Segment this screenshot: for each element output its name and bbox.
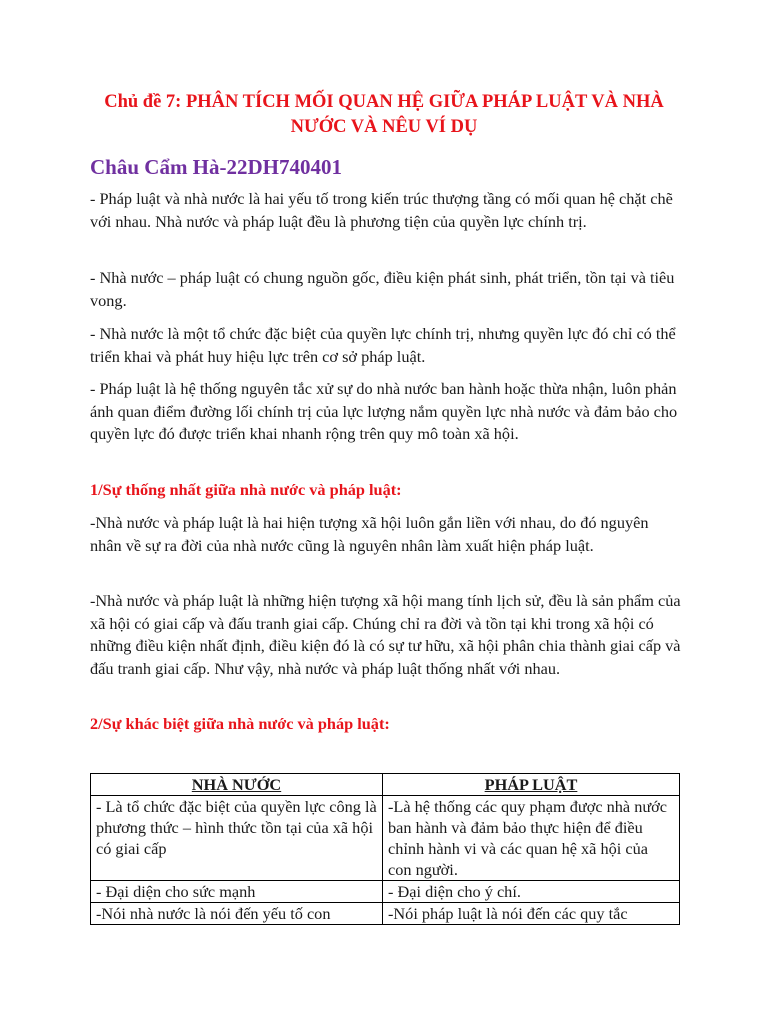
- comparison-table: [90, 773, 680, 925]
- document-title: Chủ đề 7: PHÂN TÍCH MỐI QUAN HỆ GIỮA PHÁP LUẬT VÀ NHÀ NƯỚC VÀ NÊU VÍ DỤ: [104, 92, 664, 137]
- table-cell: -Là hệ thống các quy phạm được nhà nước ban hành và đảm bảo thực hiện để điều chỉnh hành vi và các quan hệ xã hội của con người.: [383, 796, 680, 881]
- table-cell: - Đại diện cho sức mạnh: [91, 881, 383, 903]
- section-1-paragraph: -Nhà nước và pháp luật là những hiện tượng xã hội mang tính lịch sử, đều là sản phẩm của xã hội có giai cấp và đấu tranh giai cấp. Chúng chỉ ra đời và tồn tại khi trong xã hội có những điều kiện nhất định, điều kiện đó là có sự tư hữu, xã hội phân chia thành giai cấp và đấu tranh giai cấp. Như vậy, nhà nước và pháp luật thống nhất với nhau.: [90, 591, 681, 678]
- intro-paragraph: - Pháp luật và nhà nước là hai yếu tố trong kiến trúc thượng tầng có mối quan hệ chặt chẽ với nhau. Nhà nước và pháp luật đều là phương tiện của quyền lực chính trị.: [90, 189, 673, 231]
- intro-paragraph: - Nhà nước là một tổ chức đặc biệt của quyền lực chính trị, nhưng quyền lực đó chỉ có thể triển khai và phát huy hiệu lực trên cơ sở pháp luật.: [90, 324, 676, 366]
- column-header-law: PHÁP LUẬT: [383, 774, 680, 796]
- section-2-heading: 2/Sự khác biệt giữa nhà nước và pháp luật:: [90, 714, 390, 733]
- table-row: [91, 881, 680, 903]
- author-line: Châu Cẩm Hà-22DH740401: [90, 155, 343, 179]
- intro-paragraph: - Pháp luật là hệ thống nguyên tắc xử sự do nhà nước ban hành hoặc thừa nhận, luôn phản ánh quan điểm đường lối chính trị của lực lượng nắm quyền lực nhà nước và đảm bảo cho quyền lực đó được triển khai nhanh rộng trên quy mô toàn xã hội.: [90, 379, 678, 443]
- table-row: [91, 903, 680, 925]
- table-cell: -Nói nhà nước là nói đến yếu tố con: [91, 903, 383, 925]
- section-1-paragraph: -Nhà nước và pháp luật là hai hiện tượng xã hội luôn gắn liền với nhau, do đó nguyên nhân về sự ra đời của nhà nước cũng là nguyên nhân làm xuất hiện pháp luật.: [90, 513, 649, 555]
- table-cell: - Đại diện cho ý chí.: [383, 881, 680, 903]
- table-cell: -Nói pháp luật là nói đến các quy tắc: [383, 903, 680, 925]
- column-header-state: NHÀ NƯỚC: [91, 774, 383, 796]
- table-row: [91, 796, 680, 881]
- section-1-heading: 1/Sự thống nhất giữa nhà nước và pháp luật:: [90, 480, 402, 499]
- table-header-row: [91, 774, 680, 796]
- intro-paragraph: - Nhà nước – pháp luật có chung nguồn gốc, điều kiện phát sinh, phát triển, tồn tại và tiêu vong.: [90, 268, 675, 310]
- table-cell: - Là tổ chức đặc biệt của quyền lực công là phương thức – hình thức tồn tại của xã hội có giai cấp: [91, 796, 383, 881]
